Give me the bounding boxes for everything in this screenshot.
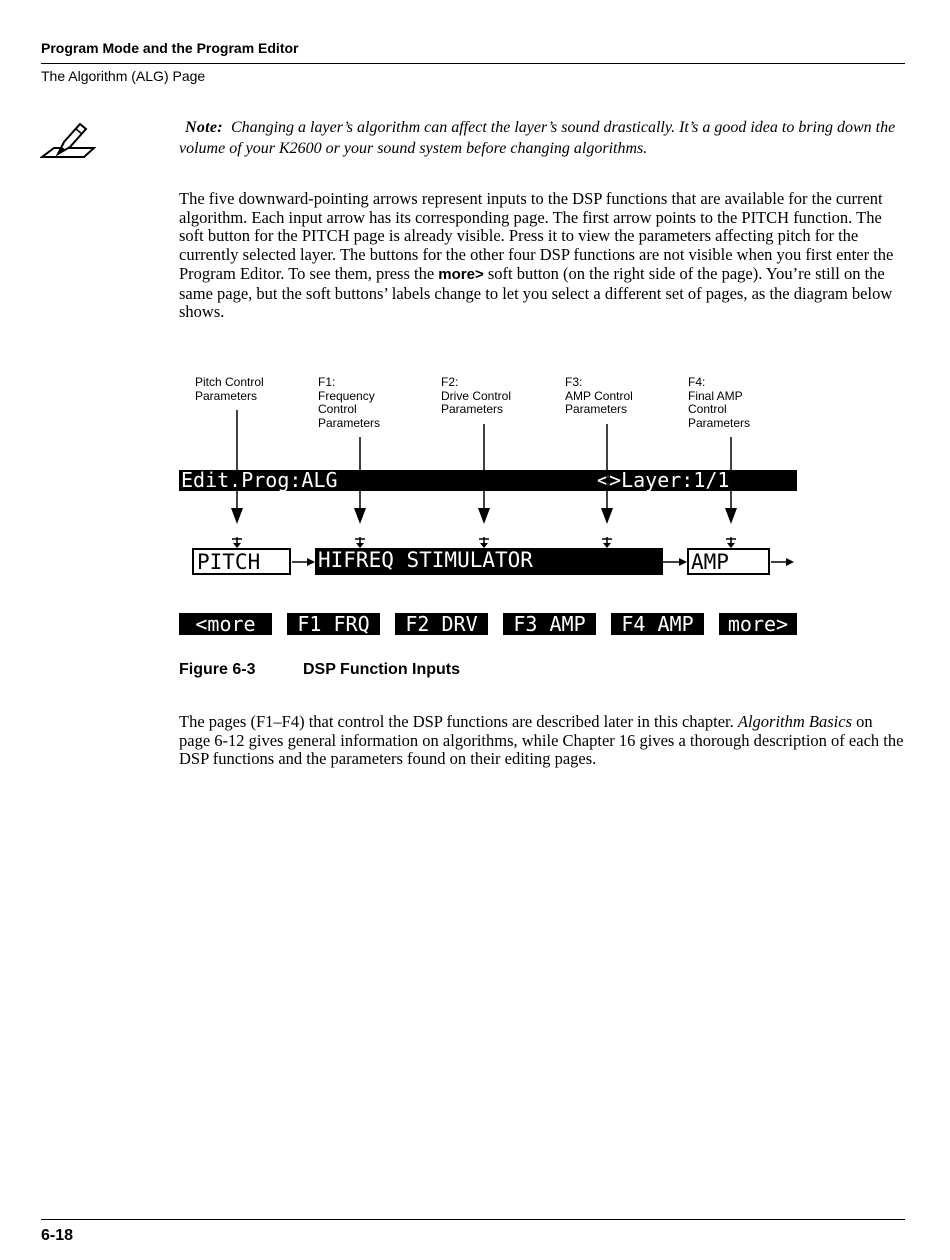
softbutton-f4-amp: F4 AMP [611,613,704,635]
callout-f1: F1: Frequency Control Parameters [318,375,381,430]
callout-f2: F2: Drive Control Parameters [441,375,512,416]
figure-caption: DSP Function Inputs [303,661,461,678]
running-header-subtitle: The Algorithm (ALG) Page [41,68,206,84]
dsp-block-pitch: PITCH [192,548,291,575]
cross-reference-link: Algorithm Basics [737,712,852,731]
paragraph-text: on page 6-12 gives general information on algorithms, while Chapter 16 gives a thorough description of each the DSP functions and the parameters found on their editing pages. [179,712,904,769]
callout-f4: F4: Final AMP Control Parameters [688,375,751,430]
figure-number: Figure 6-3 [179,661,256,678]
dsp-block-hifreq-stimulator: HIFREQ STIMULATOR [315,548,663,575]
input-arrow-f4 [726,537,736,548]
softbutton-f2-drv: F2 DRV [395,613,488,635]
note-block [179,117,904,159]
page-number: 6-18 [41,1227,74,1244]
dsp-block-amp: AMP [687,548,770,575]
softbutton-more-right: more> [719,613,797,635]
softbutton-f1-frq: F1 FRQ [287,613,380,635]
softbutton-more-left: <more [179,613,272,635]
note-text: Changing a layer’s algorithm can affect the layer’s sound drastically. It’s a good idea to bring down the volume of your K2600 or your sound system before changing algorithms. [179,119,896,157]
pencil-note-icon [40,120,96,164]
input-arrow-f2 [479,537,489,548]
lcd-top-line [179,470,797,491]
input-arrow-f3 [602,537,612,548]
header-rule [41,63,905,64]
callout-arrow-pitch [231,410,243,524]
paragraph-text: The five downward-pointing arrows represent inputs to the DSP functions that are available for the current algorithm. Each input arrow has its corresponding page. The first arrow points to the PITCH function. The soft button for the PITCH page is already visible. Press it to view the parameters affecting pitch for the currently selected layer. The buttons for the other four DSP functions are not visible when you first enter the Program Editor. To see them, press the [179,189,894,283]
softbutton-f3-amp: F3 AMP [503,613,596,635]
callout-f3: F3: AMP Control Parameters [565,375,633,416]
signal-arrow-hifreq-to-amp [663,558,687,566]
note-label: Note: [185,119,223,136]
more-button-reference: more> [438,265,484,283]
paragraph-text: The pages (F1–F4) that control the DSP functions are described later in this chapter. [179,712,734,731]
signal-arrow-output [771,558,794,566]
footer-rule [41,1219,905,1220]
body-paragraph-1 [179,190,905,322]
input-arrow-pitch [232,537,242,548]
paragraph-text: soft button (on the right side of the page). You’re still on the same page, but the soft buttons’ labels change to let you select a different set of pages, as the diagram below shows. [179,263,893,322]
running-header-title: Program Mode and the Program Editor [41,40,299,56]
body-paragraph-2 [179,713,905,769]
signal-arrow-pitch-to-hifreq [292,558,315,566]
callout-pitch: Pitch Control Parameters [195,375,264,403]
input-arrow-f1 [355,537,365,548]
lcd-layer-indicator: <>Layer:1/1 [597,470,730,491]
lcd-page-name: Edit.Prog:ALG [181,470,338,491]
